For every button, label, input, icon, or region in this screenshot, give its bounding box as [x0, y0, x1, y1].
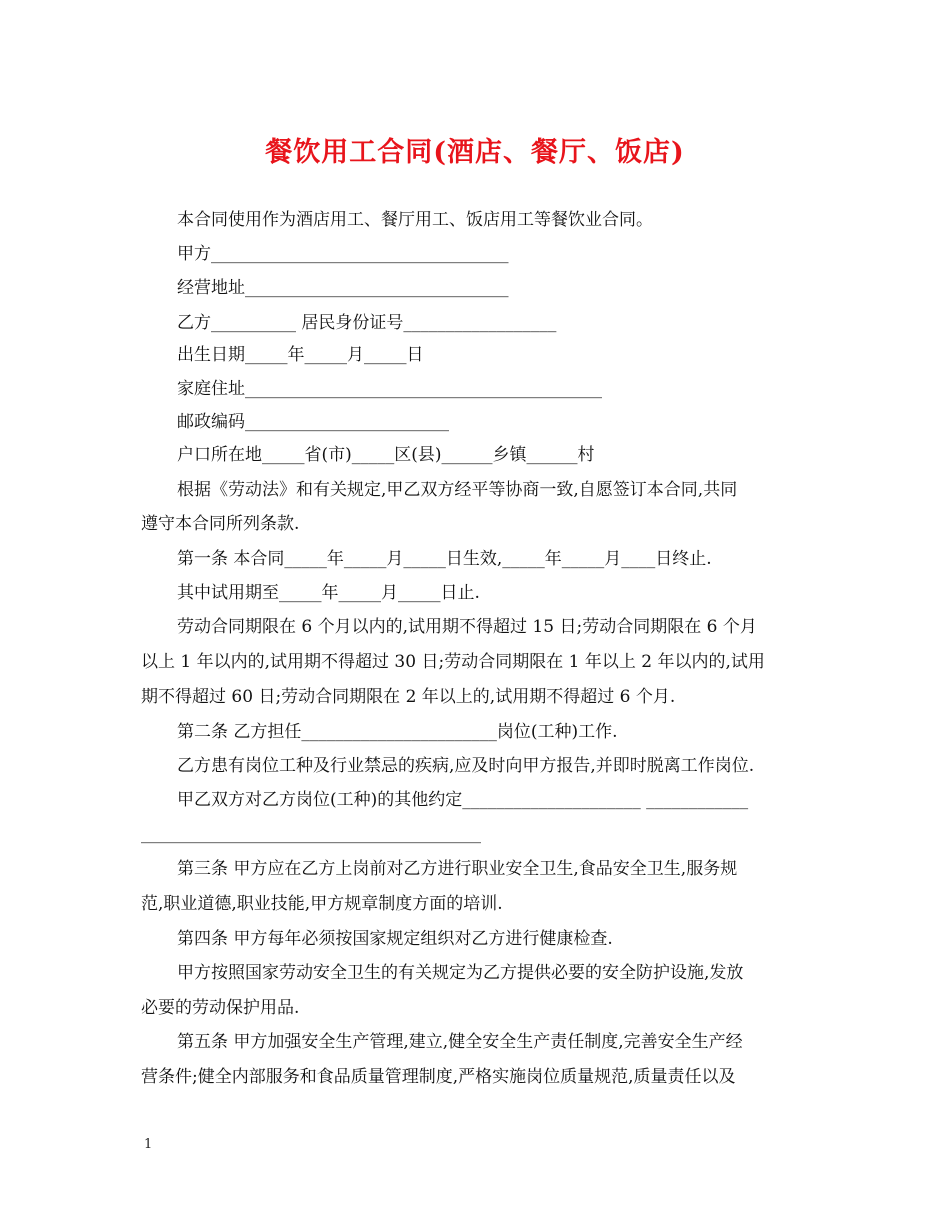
paragraph-line: 根据《劳动法》和有关规定,甲乙双方经平等协商一致,自愿签订本合同,共同 [177, 480, 738, 500]
paragraph-line: 必要的劳动保护用品. [141, 998, 300, 1018]
article-one-line: 第一条 本合同_____年_____月_____日生效,_____年_____月____日终止. [177, 549, 712, 569]
paragraph-line: 乙方患有岗位工种及行业禁忌的疾病,应及时向甲方报告,并即时脱离工作岗位. [177, 756, 755, 776]
article-five-line: 第五条 甲方加强安全生产管理,建立,健全安全生产责任制度,完善安全生产经 [177, 1032, 743, 1052]
article-three-line: 第三条 甲方应在乙方上岗前对乙方进行职业安全卫生,食品安全卫生,服务规 [177, 859, 738, 879]
home-address-field: 家庭住址__________________________________________ [177, 379, 602, 399]
birth-date-field: 出生日期_____年_____月_____日 [177, 345, 424, 365]
article-four-line: 第四条 甲方每年必须按国家规定组织对乙方进行健康检查. [177, 929, 613, 949]
probation-line: 其中试用期至_____年_____月_____日止. [177, 583, 480, 603]
document-title: 餐饮用工合同(酒店、餐厅、饭店) [265, 137, 685, 168]
business-address-field: 经营地址_______________________________ [177, 278, 509, 298]
postal-code-field: 邮政编码________________________ [177, 412, 449, 432]
party-a-field: 甲方___________________________________ [177, 244, 509, 264]
paragraph-line: 劳动合同期限在 6 个月以内的,试用期不得超过 15 日;劳动合同期限在 6 个月 [177, 617, 757, 637]
paragraph-line: 范,职业道德,职业技能,甲方规章制度方面的培训. [141, 894, 503, 914]
article-two-line: 第二条 乙方担任_______________________岗位(工种)工作. [177, 722, 618, 742]
household-registration-field: 户口所在地_____省(市)_____区(县)______乡镇______村 [177, 445, 595, 465]
intro-line: 本合同使用作为酒店用工、餐厅用工、饭店用工等餐饮业合同。 [177, 210, 653, 230]
paragraph-line: 甲方按照国家劳动安全卫生的有关规定为乙方提供必要的安全防护设施,发放 [177, 963, 744, 983]
page-number: 1 [144, 1137, 153, 1152]
paragraph-line: 营条件;健全内部服务和食品质量管理制度,严格实施岗位质量规范,质量责任以及 [141, 1067, 736, 1087]
paragraph-line: 期不得超过 60 日;劳动合同期限在 2 年以上的,试用期不得超过 6 个月. [141, 687, 676, 707]
party-b-id-field: 乙方__________ 居民身份证号__________________ [177, 313, 557, 333]
paragraph-line: 遵守本合同所列条款. [141, 514, 300, 534]
paragraph-line: 以上 1 年以内的,试用期不得超过 30 日;劳动合同期限在 1 年以上 2 年以内的,试用 [141, 652, 765, 672]
other-agreement-continuation: ________________________________________ [141, 824, 481, 844]
other-agreement-field: 甲乙双方对乙方岗位(工种)的其他约定_____________________ ____________ [177, 790, 749, 810]
